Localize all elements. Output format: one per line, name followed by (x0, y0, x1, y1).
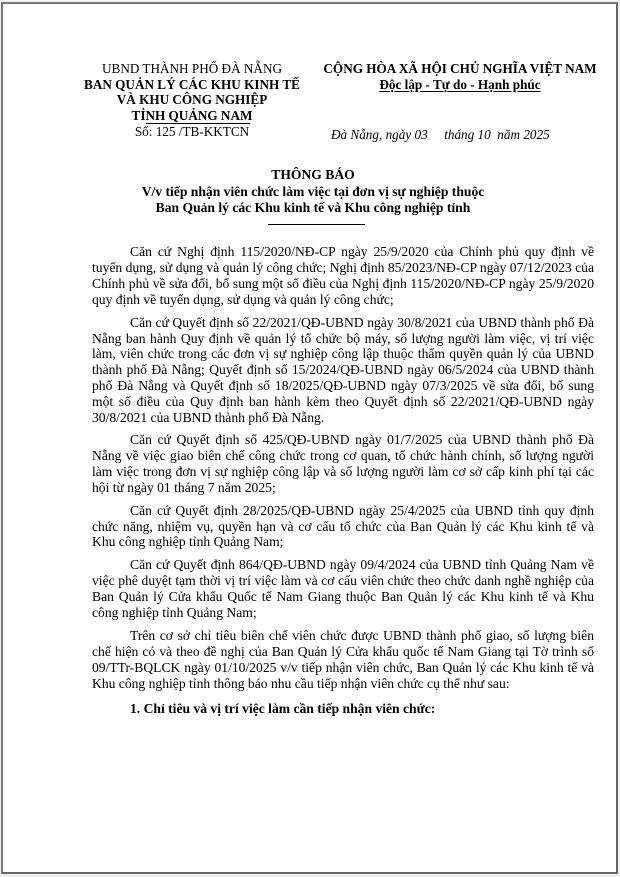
section-heading: 1. Chỉ tiêu và vị trí việc làm cần tiếp nhận viên chức: (130, 700, 436, 716)
document-body (92, 244, 594, 723)
agency-name-line2: VÀ KHU CÔNG NGHIỆP (116, 92, 268, 108)
issuing-agency-header (61, 61, 323, 140)
title-divider (268, 224, 365, 225)
document-date: Đà Nẵng, ngày 03 tháng 10 năm 2025 (331, 127, 550, 142)
parent-agency: UBND THÀNH PHỐ ĐÀ NẴNG (102, 61, 282, 76)
document-page (1, 2, 618, 874)
paragraph: Căn cứ Quyết định 864/QĐ-UBND ngày 09/4/2024 của UBND tỉnh Quảng Nam về việc phê duyệt tạm thời vị trí việc làm và cơ cấu viên chức theo chức danh nghề nghiệp của Ban Quản lý Cửa khẩu Quốc tế Nam Giang thuộc Ban Quản lý các Khu kinh tế và Khu công nghiệp tỉnh Quảng Nam; (92, 557, 594, 621)
paragraph: Căn cứ Quyết định 28/2025/QĐ-UBND ngày 25/4/2025 của UBND tỉnh quy định chức năng, nhiệm vụ, quyền hạn và cơ cấu tổ chức của Ban Quản lý các Khu kinh tế và Khu công nghiệp tỉnh Quảng Nam; (92, 502, 594, 550)
agency-name-line1: BAN QUẢN LÝ CÁC KHU KINH TẾ (84, 76, 300, 92)
country-name: CỘNG HÒA XÃ HỘI CHỦ NGHĨA VIỆT NAM (323, 61, 597, 76)
document-type: THÔNG BÁO (271, 167, 355, 182)
national-motto: Độc lập - Tự do - Hạnh phúc (379, 76, 541, 92)
paragraph: Căn cứ Quyết định số 22/2021/QĐ-UBND ngày 30/8/2021 của UBND thành phố Đà Nẵng ban hành Quy định về quản lý tổ chức bộ máy, số lượng người làm việc, vị trí việc làm, viên chức trong các đơn vị sự nghiệp công lập thuộc thẩm quyền quản lý của UBND thành phố Đà Nẵng; Quyết định số 15/2024/QĐ-UBND ngày 06/5/2024 của UBND thành phố Đà Nẵng và Quyết định số 18/2025/QĐ-UBND ngày 07/3/2025 về sửa đổi, bổ sung một số điều của Quy định ban hành kèm theo Quyết định số 22/2021/QĐ-UBND ngày 30/8/2021 của UBND thành phố Đà Nẵng. (92, 314, 594, 426)
document-number: Số: 125 /TB-KKTCN (134, 124, 250, 140)
subject-line-2: Ban Quản lý các Khu kinh tế và Khu công nghiệp tỉnh (155, 200, 471, 215)
national-header (321, 61, 599, 92)
subject-line-1: V/v tiếp nhận viên chức làm việc tại đơn vị sự nghiệp thuộc (141, 183, 485, 199)
paragraph: Căn cứ Nghị định 115/2020/NĐ-CP ngày 25/9/2020 của Chính phủ quy định về tuyển dụng, sử dụng và quản lý công chức; Nghị định 85/2023/NĐ-CP ngày 07/12/2023 của Chính phủ về sửa đổi, bổ sung một số điều của Nghị định 115/2020/NĐ-CP ngày 25/9/2020 quy định về tuyển dụng, sử dụng và quản lý công chức; (92, 244, 594, 307)
document-title (43, 167, 583, 217)
paragraph: Trên cơ sở chỉ tiêu biên chế viên chức được UBND thành phố giao, số lượng biên chế hiện có và theo đề nghị của Ban Quản lý Cửa khẩu quốc tế Nam Giang tại Tờ trình số 09/TTr-BQLCK ngày 01/10/2025 v/v tiếp nhận viên chức, Ban Quản lý các Khu kinh tế và Khu công nghiệp tỉnh thông báo nhu cầu tiếp nhận viên chức cụ thể như sau: (92, 627, 594, 691)
paragraph: Căn cứ Quyết định số 425/QĐ-UBND ngày 01/7/2025 của UBND thành phố Đà Nẵng về việc giao biên chế công chức trong cơ quan, tổ chức hành chính, số lượng người làm việc trong đơn vị sự nghiệp công lập và số lượng người làm cơ sở cấp kinh phí tại các hội từ ngày 01 tháng 7 năm 2025; (92, 431, 594, 495)
agency-name-line3: TỈNH QUẢNG NAM (131, 107, 253, 123)
